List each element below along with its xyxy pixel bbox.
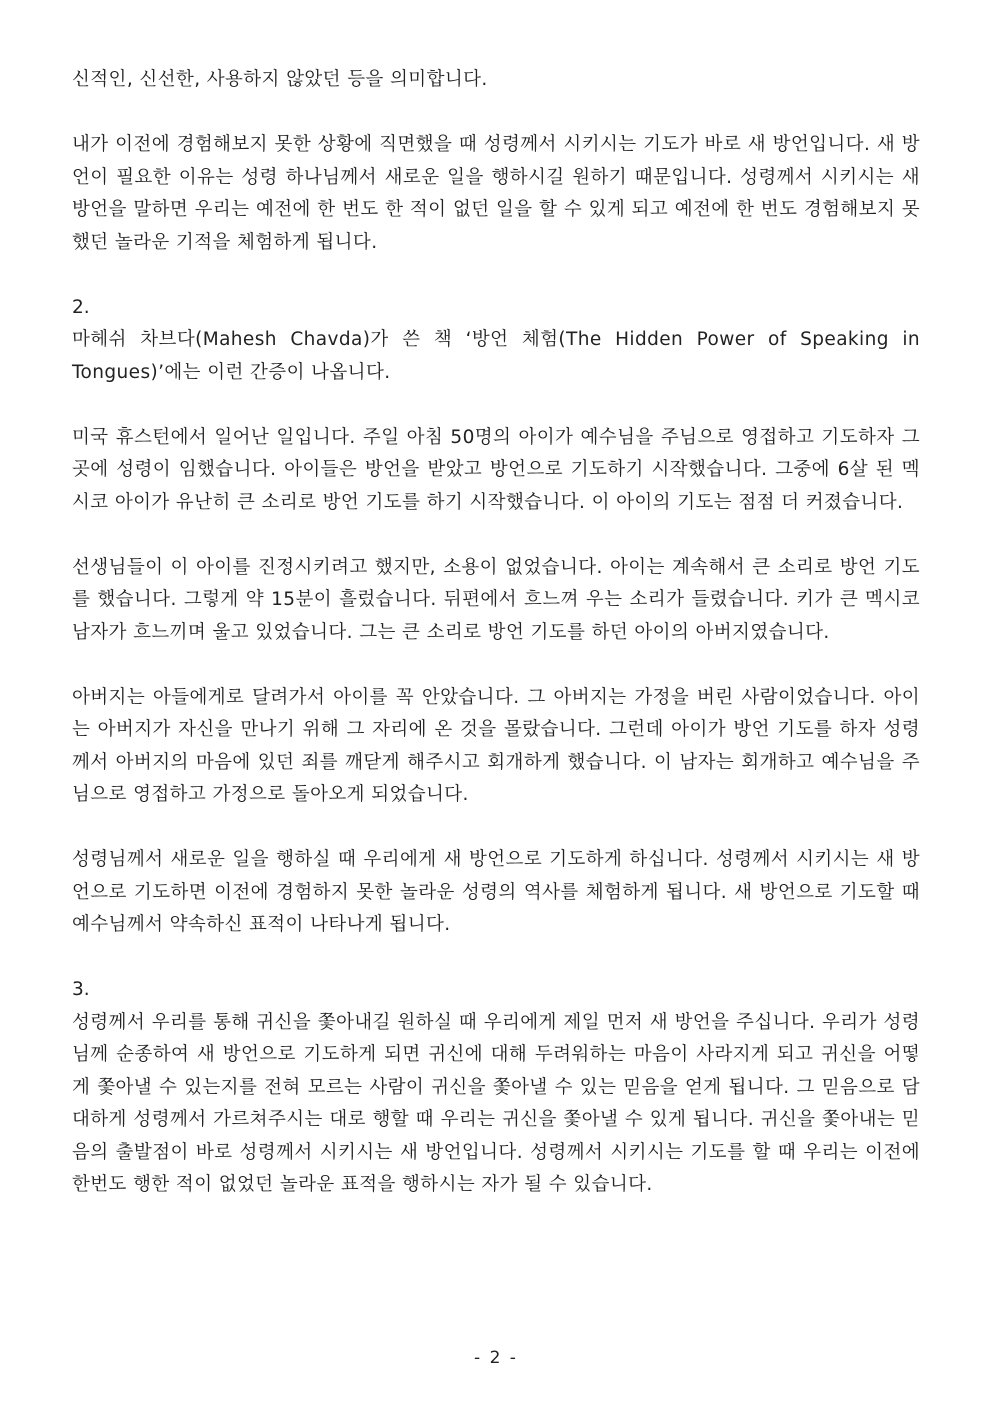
paragraph-holy-spirit: 성령님께서 새로운 일을 행하실 때 우리에게 새 방언으로 기도하게 하십니다. 성령께서 시키시는 새 방언으로 기도하면 이전에 경험하지 못한 놀라운 성령의 역사를 체험하게 됩니다. 새 방언으로 기도할 때 예수님께서 약속하신 표적이 나타나게 됩니다.	[72, 849, 920, 935]
paragraph-book-reference: 마헤쉬 차브다(Mahesh Chavda)가 쓴 책 ‘방언 체험(The Hidden Power of Speaking in Tongues)’에는 이런 간증이 나옵니다.	[72, 329, 920, 383]
paragraph-teachers: 선생님들이 이 아이를 진정시키려고 했지만, 소용이 없었습니다. 아이는 계속해서 큰 소리로 방언 기도를 했습니다. 그렇게 약 15분이 흘렀습니다. 뒤편에서 흐느껴 우는 소리가 들렸습니다. 키가 큰 멕시코 남자가 흐느끼며 울고 있었습니다. 그는 큰 소리로 방언 기도를 하던 아이의 아버지였습니다.	[72, 556, 920, 643]
paragraph-new-tongue: 내가 이전에 경험해보지 못한 상황에 직면했을 때 성령께서 시키시는 기도가 바로 새 방언입니다. 새 방언이 필요한 이유는 성령 하나님께서 새로운 일을 행하시길 원하기 때문입니다. 성령께서 시키시는 새 방언을 말하면 우리는 예전에 한 번도 한 적이 없던 일을 할 수 있게 되고 예전에 한 번도 경험해보지 못했던 놀라운 기적을 체험하게 됩니다.	[72, 134, 920, 253]
paragraph-casting-out: 성령께서 우리를 통해 귀신을 쫓아내길 원하실 때 우리에게 제일 먼저 새 방언을 주십니다. 우리가 성령님께 순종하여 새 방언으로 기도하게 되면 귀신에 대해 두려워하는 마음이 사라지게 되고 귀신을 어떻게 쫓아낼 수 있는지를 전혀 모르는 사람이 귀신을 쫓아낼 수 있는 믿음을 얻게 됩니다. 그 믿음으로 담대하게 성령께서 가르쳐주시는 대로 행할 때 우리는 귀신을 쫓아낼 수 있게 됩니다. 귀신을 쫓아내는 믿음의 출발점이 바로 성령께서 시키시는 새 방언입니다. 성령께서 시키시는 기도를 할 때 우리는 이전에 한번도 행한 적이 없었던 놀라운 표적을 행하시는 자가 될 수 있습니다.	[72, 1011, 920, 1195]
section-number-2: 2.	[72, 296, 90, 318]
paragraph-father: 아버지는 아들에게로 달려가서 아이를 꼭 안았습니다. 그 아버지는 가정을 버린 사람이었습니다. 아이는 아버지가 자신을 만나기 위해 그 자리에 온 것을 몰랐습니다. 그런데 아이가 방언 기도를 하자 성령께서 아버지의 마음에 있던 죄를 깨닫게 해주시고 회개하게 했습니다. 이 남자는 회개하고 예수님을 주님으로 영접하고 가정으로 돌아오게 되었습니다.	[72, 686, 920, 805]
paragraph-gap	[72, 812, 920, 845]
paragraph-gap	[72, 259, 920, 292]
page-number: - 2 -	[474, 1348, 518, 1368]
paragraph-gap	[72, 649, 920, 682]
paragraph-houston: 미국 휴스턴에서 일어난 일입니다. 주일 아침 50명의 아이가 예수님을 주님으로 영접하고 기도하자 그곳에 성령이 임했습니다. 아이들은 방언을 받았고 방언으로 기도하기 시작했습니다. 그중에 6살 된 멕시코 아이가 유난히 큰 소리로 방언 기도를 하기 시작했습니다. 이 아이의 기도는 점점 더 커졌습니다.	[72, 426, 920, 513]
section-number-3: 3.	[72, 979, 90, 1000]
paragraph-gap	[72, 519, 920, 552]
paragraph-gap	[72, 389, 920, 422]
document-body	[72, 64, 920, 1202]
paragraph-gap	[72, 97, 920, 130]
paragraph-intro-end: 신적인, 신선한, 사용하지 않았던 등을 의미합니다.	[72, 69, 488, 90]
paragraph-gap	[72, 942, 920, 975]
